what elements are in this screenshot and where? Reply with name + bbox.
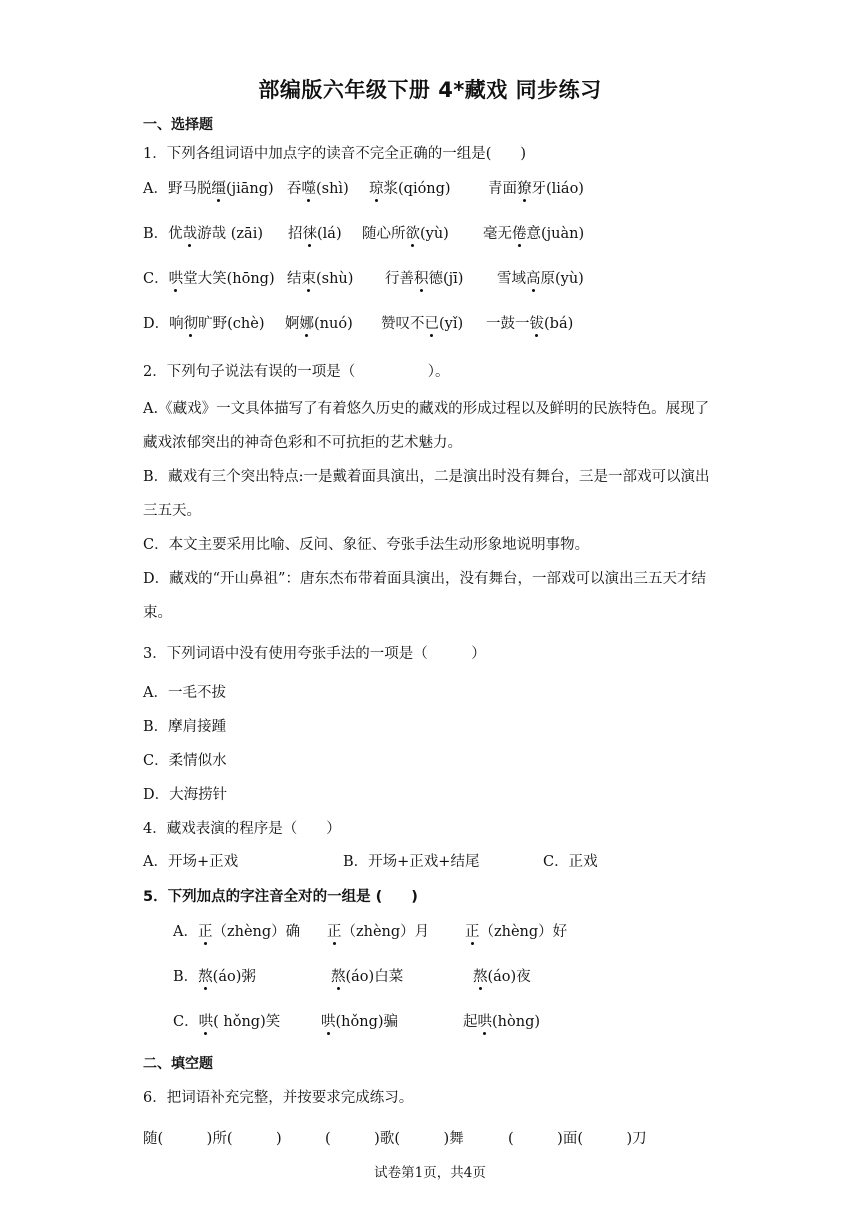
question-3-option-a: A．一毛不拔 bbox=[143, 685, 226, 701]
question-6-stem: 6．把词语补充完整，并按要求完成练习。 bbox=[143, 1090, 414, 1106]
section-heading-choice: 一、选择题 bbox=[143, 117, 213, 133]
question-4-option-a: A．开场+正戏 bbox=[143, 854, 239, 870]
question-3-option-c: C．柔情似水 bbox=[143, 753, 227, 769]
question-2-stem: 2．下列句子说法有误的一项是（ ）。 bbox=[143, 364, 450, 380]
emphasis-dot-char: 娜 bbox=[300, 312, 315, 333]
emphasis-dot-char: 正 bbox=[465, 920, 480, 941]
emphasis-dot-char: 缰 bbox=[211, 177, 226, 198]
question-1-option-b: B．优哉游哉 (zāi) 招徕(lá) 随心所欲(yù) 毫无倦意(juàn) bbox=[143, 222, 743, 244]
section-heading-fill-in: 二、填空题 bbox=[143, 1056, 213, 1072]
emphasis-dot-char: 欲 bbox=[406, 222, 421, 243]
emphasis-dot-char: 哄 bbox=[169, 267, 184, 288]
question-5-option-a: A．正（zhèng）确 正（zhèng）月 正（zhèng）好 bbox=[173, 920, 733, 942]
question-4-option-c: C．正戏 bbox=[543, 854, 598, 870]
emphasis-dot-char: 正 bbox=[198, 920, 213, 941]
emphasis-dot-char: 哄 bbox=[199, 1010, 214, 1031]
emphasis-dot-char: 熬 bbox=[198, 965, 213, 986]
question-2-option-c: C．本文主要采用比喻、反问、象征、夸张手法生动形象地说明事物。 bbox=[143, 537, 590, 553]
emphasis-dot-char: 束 bbox=[302, 267, 317, 288]
emphasis-dot-char: 倦 bbox=[512, 222, 527, 243]
emphasis-dot-char: 琼 bbox=[369, 177, 384, 198]
question-6-blank-1: 随( )所( ) bbox=[143, 1131, 282, 1147]
page-footer: 试卷第1页，共4页 bbox=[374, 1165, 486, 1181]
question-3-stem: 3．下列词语中没有使用夸张手法的一项是（ ） bbox=[143, 646, 486, 662]
emphasis-dot-char: 钹 bbox=[530, 312, 545, 333]
question-3-option-d: D．大海捞针 bbox=[143, 787, 228, 803]
question-2-option-b: B．藏戏有三个突出特点:一是戴着面具演出，二是演出时没有舞台，三是一部戏可以演出三五天。 bbox=[143, 469, 710, 519]
question-5-stem: 5．下列加点的字注音全对的一组是 ( ) bbox=[143, 889, 418, 905]
emphasis-dot-char: 熬 bbox=[473, 965, 488, 986]
question-1-option-a: A．野马脱缰(jiāng) 吞噬(shì) 琼浆(qióng) 青面獠牙(liáo) bbox=[143, 177, 743, 199]
question-2-option-d: D．藏戏的“开山鼻祖”：唐东杰布带着面具演出，没有舞台，一部戏可以演出三五天才结束。 bbox=[143, 571, 706, 621]
emphasis-dot-char: 已 bbox=[425, 312, 440, 333]
emphasis-dot-char: 熬 bbox=[331, 965, 346, 986]
emphasis-dot-char: 彻 bbox=[184, 312, 199, 333]
emphasis-dot-char: 正 bbox=[327, 920, 342, 941]
question-4-stem: 4．藏戏表演的程序是（ ） bbox=[143, 821, 341, 837]
emphasis-dot-char: 积 bbox=[414, 267, 429, 288]
question-2-option-a: A.《藏戏》一文具体描写了有着悠久历史的藏戏的形成过程以及鲜明的民族特色。展现了藏戏浓郁突出的神奇色彩和不可抗拒的艺术魅力。 bbox=[143, 401, 710, 451]
emphasis-dot-char: 哉 bbox=[183, 222, 198, 243]
emphasis-dot-char: 徕 bbox=[303, 222, 318, 243]
question-1-stem: 1．下列各组词语中加点字的读音不完全正确的一组是( ) bbox=[143, 146, 527, 162]
emphasis-dot-char: 哄 bbox=[478, 1010, 493, 1031]
question-6-blank-2: ( )歌( )舞 bbox=[325, 1131, 464, 1147]
emphasis-dot-char: 噬 bbox=[302, 177, 317, 198]
question-1-option-d: D．响彻旷野(chè) 婀娜(nuó) 赞叹不已(yǐ) 一鼓一钹(bá) bbox=[143, 312, 743, 334]
question-6-blank-3: ( )面( )刀 bbox=[508, 1131, 647, 1147]
question-3-option-b: B．摩肩接踵 bbox=[143, 719, 227, 735]
question-1-option-c: C．哄堂大笑(hōng) 结束(shù) 行善积德(jī) 雪域高原(yù) bbox=[143, 267, 743, 289]
question-5-option-b: B．熬(áo)粥 熬(áo)白菜 熬(áo)夜 bbox=[173, 965, 733, 987]
question-4-option-b: B．开场+正戏+结尾 bbox=[343, 854, 480, 870]
page-title: 部编版六年级下册 4*藏戏 同步练习 bbox=[258, 78, 602, 102]
emphasis-dot-char: 獠 bbox=[517, 177, 532, 198]
emphasis-dot-char: 哄 bbox=[321, 1010, 336, 1031]
question-5-option-c: C．哄( hǒng)笑 哄(hǒng)骗 起哄(hòng) bbox=[173, 1010, 733, 1032]
emphasis-dot-char: 高 bbox=[526, 267, 541, 288]
